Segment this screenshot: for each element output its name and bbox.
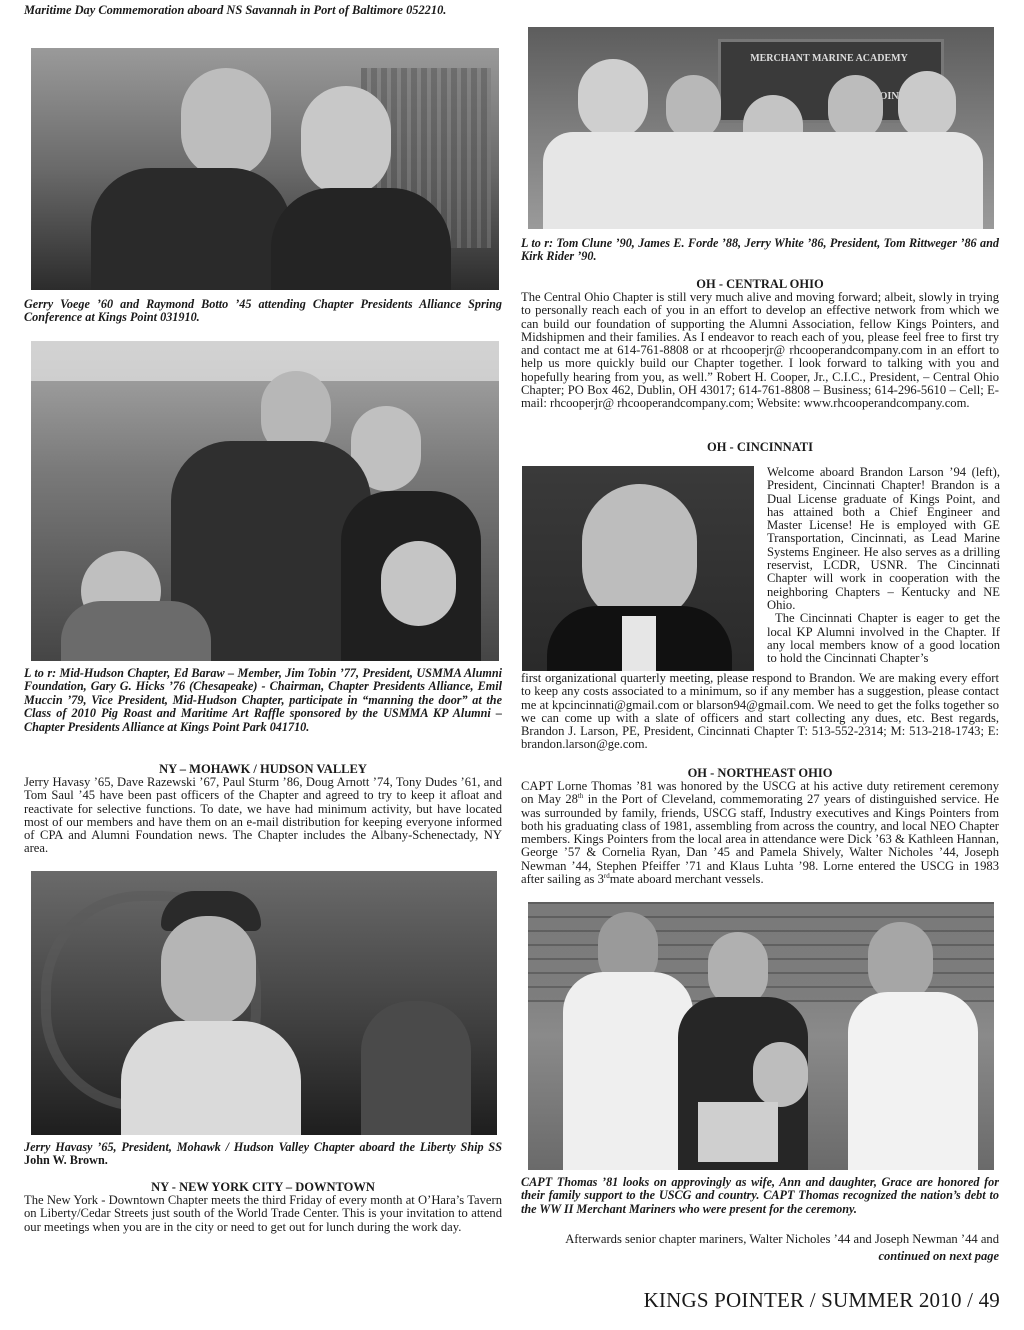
body-oh-central: The Central Ohio Chapter is still very much alive and moving forward; albeit, slowly in trying to personally reach each of you in an effort to develop an effective network from which we can build our foundation of supporting the Alumni Association, fellow Kings Pointers, and Midshipmen and their families. As I endeavor to reach each of you, please feel free to first try and contact me at 614-761-8808 or at rhcooperjr@ rhcooperandcompany.com in an effort to help us more quickly build our Chapter together. I look forward to talking with you and hopefully hearing from you, as well.” Robert H. Cooper, Jr., C.I.C., President, – Central Ohio Chapter; PO Box 462, Dublin, OH 43017; 614-761-8808 – Business; 614-296-5610 – Cell; E-mail: rhcooperjr@ rhcooperandcompany.com; Website: www.rhcooperandcompany.com.: [521, 290, 999, 411]
photo-gerry-raymond: [31, 48, 499, 290]
northeast-text-c: mate aboard merchant vessels.: [609, 872, 764, 887]
northeast-text-b: in the Port of Cleveland, commemorating 27 years of distinguished service. He was surrounded by family, friends, USCG staff, Industry executives and Kings Pointers from both his graduating class of 1981, assembling from across the country, and local NEO Chapter members. Kings Pointers from the local area in attendance were Dick ’63 & Kathleen Hannan, George ’57 & Cornelia Ryan, Dan ’45 and Pamela Shively, Walter Nicholes ’44, Joseph Newman ’44, Stephen Pfeiffer ’71 and Klaus Luhta ’98. Lorne entered the USCG in 1983 after sailing as 3: [521, 792, 999, 887]
northeast-sup-2: rd: [603, 871, 610, 880]
heading-oh-cincinnati: OH - CINCINNATI: [706, 440, 814, 454]
body-oh-northeast: [521, 780, 999, 886]
heading-oh-northeast: OH - NORTHEAST OHIO: [687, 766, 833, 780]
caption-havasy-text: Jerry Havasy ’65, President, Mohawk / Hudson Valley Chapter aboard the Liberty Ship SS: [24, 1140, 502, 1154]
caption-thomas: CAPT Thomas ’81 looks on approvingly as wife, Ann and daughter, Grace are honored for their family support to the USCG and country. CAPT Thomas recognized the nation’s debt to the WW II Merchant Mariners who were present for the ceremony.: [521, 1175, 999, 1216]
caption-gerry: Gerry Voege ’60 and Raymond Botto ’45 attending Chapter Presidents Alliance Spring Conference at Kings Point 031910.: [24, 297, 502, 325]
heading-ny-downtown: NY - NEW YORK CITY – DOWNTOWN: [151, 1180, 375, 1194]
photo-sign-text: MERCHANT MARINE ACADEMY: [750, 53, 908, 64]
heading-oh-central: OH - CENTRAL OHIO: [696, 277, 824, 291]
cincinnati-side-para-2: The Cincinnati Chapter is eager to get the local KP Alumni involved in the Chapter. If any local members know of a good location to hold the Cincinnati Chapter’s: [767, 611, 1000, 666]
caption-pig-roast: L to r: Mid-Hudson Chapter, Ed Baraw – Member, Jim Tobin ’77, President, USMMA Alumni Foundation, Gary G. Hicks ’76 (Chesapeake) - Chairman, Chapter Presidents Alliance, Emil Muccin ’79, Vice President, Mid-Hudson Chapter, participate in “manning the door” at the Class of 2010 Pig Roast and Maritime Art Raffle sponsored by the USMMA KP Alumni – Chapter Presidents Alliance at Kings Point Park 041710.: [24, 666, 502, 734]
body-oh-cincinnati-full: first organizational quarterly meeting, please respond to Brandon. We are making every effort to keep any costs associated to a minimum, so if any member has a suggestion, please contact me at kpcincinnati@gmail.com or blarson94@gmail.com. We need to get the folks together so we can come up with a slate of officers and start collecting any dues, etc. Best regards, Brandon J. Larson, PE, President, Cincinnati Chapter T: 513-552-2314; M: 513-218-1743; E: brandon.larson@ge.com.: [521, 671, 999, 752]
caption-havasy-ship: John W. Brown.: [24, 1153, 108, 1168]
caption-clune: L to r: Tom Clune ’90, James E. Forde ’88, Jerry White ’86, President, Tom Rittweger ’86 and Kirk Rider ’90.: [521, 236, 999, 264]
heading-ny-mohawk: NY – MOHAWK / HUDSON VALLEY: [159, 762, 367, 776]
photo-clune-group: [528, 27, 994, 229]
photo-sign-text-2: POINT,: [873, 91, 907, 102]
cincinnati-side-para-1: Welcome aboard Brandon Larson ’94 (left), President, Cincinnati Chapter! Brandon is a Dual License graduate of Kings Point, and has attained both a Chief Engineer and Master License! He is employed with GE Transportation, Cincinnati, as Lead Marine Systems Engineer. He also serves as a drilling reservist, LCDR, USNR. The Cincinnati Chapter will work in cooperation with the neighboring Chapters – Kentucky and NE Ohio.: [767, 465, 1000, 612]
page-footer: KINGS POINTER / SUMMER 2010 / 49: [643, 1288, 1000, 1312]
body-oh-cincinnati-side: [767, 466, 1000, 665]
body-ny-downtown: The New York - Downtown Chapter meets the third Friday of every month at O’Hara’s Tavern on Liberty/Cedar Streets just south of the World Trade Center. This is your invitation to attend our meetings when you are in the city or need to get out for lunch during the work day.: [24, 1193, 502, 1234]
photo-brandon-larson: [522, 466, 754, 671]
continued-note: continued on next page: [878, 1249, 999, 1263]
photo-pig-roast: [31, 341, 499, 661]
photo-havasy: [31, 871, 497, 1135]
caption-havasy: [24, 1141, 502, 1168]
top-caption: Maritime Day Commemoration aboard NS Savannah in Port of Baltimore 052210.: [24, 3, 447, 17]
photo-capt-thomas: [528, 902, 994, 1170]
northeast-text-a: CAPT Lorne Thomas ’81 was honored by the USCG at his active duty retirement ceremony on May 28: [521, 779, 999, 807]
body-ny-mohawk: Jerry Havasy ’65, Dave Razewski ’67, Paul Sturm ’86, Doug Arnott ’74, Tony Dudes ’61, and Tom Saul ’45 have been past officers of the Chapter and agreed to try to keep it afloat and reactivate for selective functions. To date, we have had minimum activity, but have located most of our members and have them on an e-mail distribution for keeping everyone informed of CPA and Alumni Foundation news. The Chapter includes the Albany-Schenectady, NY area.: [24, 775, 502, 856]
northeast-sup-1: th: [577, 792, 584, 801]
body-afterwards: Afterwards senior chapter mariners, Walter Nicholes ’44 and Joseph Newman ’44 and: [565, 1232, 999, 1246]
